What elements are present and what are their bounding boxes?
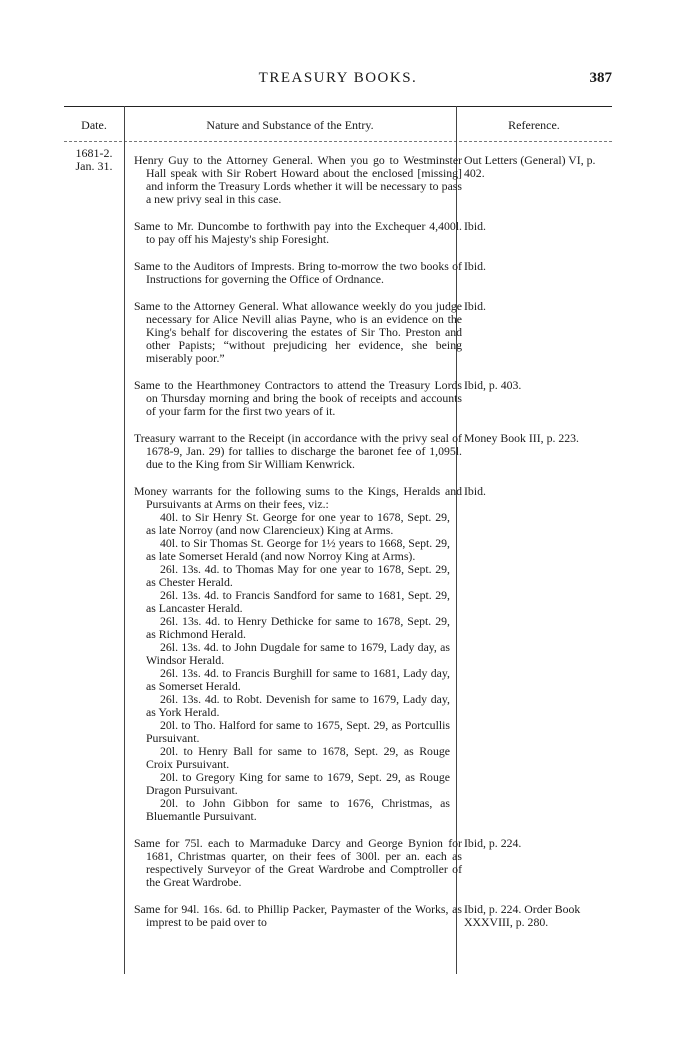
entry-reference: Ibid, p. 224.	[464, 836, 522, 850]
header-underline	[64, 141, 612, 142]
date-day: Jan. 31.	[75, 159, 113, 173]
entry-reference: Ibid, p. 224. Order Book XXXVIII, p. 280.	[464, 902, 581, 929]
fee-item: 26l. 13s. 4d. to Thomas May for one year to 1678, Sept. 29, as Chester Herald.	[146, 562, 450, 589]
fee-item: 26l. 13s. 4d. to Henry Dethicke for same to 1678, Sept. 29, as Richmond Herald.	[146, 614, 450, 641]
entry	[0, 837, 674, 889]
entry-text: Same to the Attorney General. What allowance weekly do you judge necessary for Alice Nevill alias Payne, who is an evidence on the King's behalf for discovering the estates of Sir Tho. Preston and other Papists; “without prejudicing her evidence, she being miserably poor.”	[134, 299, 462, 365]
entry	[0, 432, 674, 471]
running-title: TREASURY BOOKS.	[258, 70, 418, 86]
fee-item: 26l. 13s. 4d. to John Dugdale for same to 1679, Lady day, as Windsor Herald.	[146, 640, 450, 667]
entry-reference: Ibid.	[464, 484, 486, 498]
entry	[0, 154, 674, 206]
entry-text: Money warrants for the following sums to the Kings, Heralds and Pursuivants at Arms on their fees, viz.:	[134, 484, 462, 511]
entry-text: Henry Guy to the Attorney General. When you go to Westminster Hall speak with Sir Robert Howard about the enclosed [missing] and inform the Treasury Lords whether it will be necessary to pass a new privy seal in this case.	[134, 153, 462, 206]
entry	[0, 260, 674, 286]
fee-item: 20l. to John Gibbon for same to 1676, Christmas, as Bluemantle Pursuivant.	[146, 796, 450, 823]
entry	[0, 379, 674, 418]
column-header-nature: Nature and Substance of the Entry.	[206, 118, 374, 132]
entry-text: Same for 75l. each to Marmaduke Darcy and George Bynion for 1681, Christmas quarter, on their fees of 300l. per an. each as respectively Surveyor of the Great Wardrobe and Comptroller of the Great Wardrobe.	[134, 836, 462, 889]
fee-list	[134, 511, 450, 823]
fee-item: 26l. 13s. 4d. to Francis Burghill for same to 1681, Lady day, as Somerset Herald.	[146, 666, 450, 693]
entry-reference: Ibid, p. 403.	[464, 378, 522, 392]
fee-item: 26l. 13s. 4d. to Robt. Devenish for same to 1679, Lady day, as York Herald.	[146, 692, 450, 719]
entry-text: Same to the Auditors of Imprests. Bring to-morrow the two books of Instructions for governing the Office of Ordnance.	[134, 259, 462, 286]
entries-list	[0, 154, 674, 943]
fee-item: 40l. to Sir Thomas St. George for 1½ years to 1668, Sept. 29, as late Somerset Herald (and now Norroy King at Arms).	[146, 536, 450, 563]
entry-text: Same to Mr. Duncombe to forthwith pay into the Exchequer 4,400l. to pay off his Majesty's ship Foresight.	[134, 219, 462, 246]
fee-item: 20l. to Gregory King for same to 1679, Sept. 29, as Rouge Dragon Pursuivant.	[146, 770, 450, 797]
fee-item: 20l. to Tho. Halford for same to 1675, Sept. 29, as Portcullis Pursuivant.	[146, 718, 450, 745]
entry-reference: Ibid.	[464, 219, 486, 233]
entry-reference: Out Letters (General) VI, p. 402.	[464, 153, 596, 180]
entry-text: Same to the Hearthmoney Contractors to attend the Treasury Lords on Thursday morning and bring the book of receipts and accounts of your farm for the first two years of it.	[134, 378, 462, 418]
page-number: 387	[589, 70, 612, 86]
entry-text: Treasury warrant to the Receipt (in accordance with the privy seal of 1678-9, Jan. 29) for tallies to discharge the baronet fee of 1,095l. due to the King from Sir William Kenwrick.	[134, 431, 462, 471]
date-year: 1681-2.	[75, 146, 113, 160]
fee-item: 20l. to Henry Ball for same to 1678, Sept. 29, as Rouge Croix Pursuivant.	[146, 744, 450, 771]
entry-text: Same for 94l. 16s. 6d. to Phillip Packer, Paymaster of the Works, as imprest to be paid over to	[134, 902, 462, 929]
entry	[0, 220, 674, 246]
column-header-reference: Reference.	[508, 118, 560, 132]
table-top-rule	[64, 106, 612, 107]
entry	[0, 903, 674, 929]
page-header	[64, 70, 612, 92]
entry	[0, 485, 674, 823]
entry-reference: Ibid.	[464, 259, 486, 273]
entry	[0, 300, 674, 365]
entry-reference: Ibid.	[464, 299, 486, 313]
entry-reference: Money Book III, p. 223.	[464, 431, 580, 445]
column-header-date: Date.	[81, 118, 107, 132]
fee-item: 40l. to Sir Henry St. George for one year to 1678, Sept. 29, as late Norroy (and now Clarencieux) King at Arms.	[146, 510, 450, 537]
fee-item: 26l. 13s. 4d. to Francis Sandford for same to 1681, Sept. 29, as Lancaster Herald.	[146, 588, 450, 615]
